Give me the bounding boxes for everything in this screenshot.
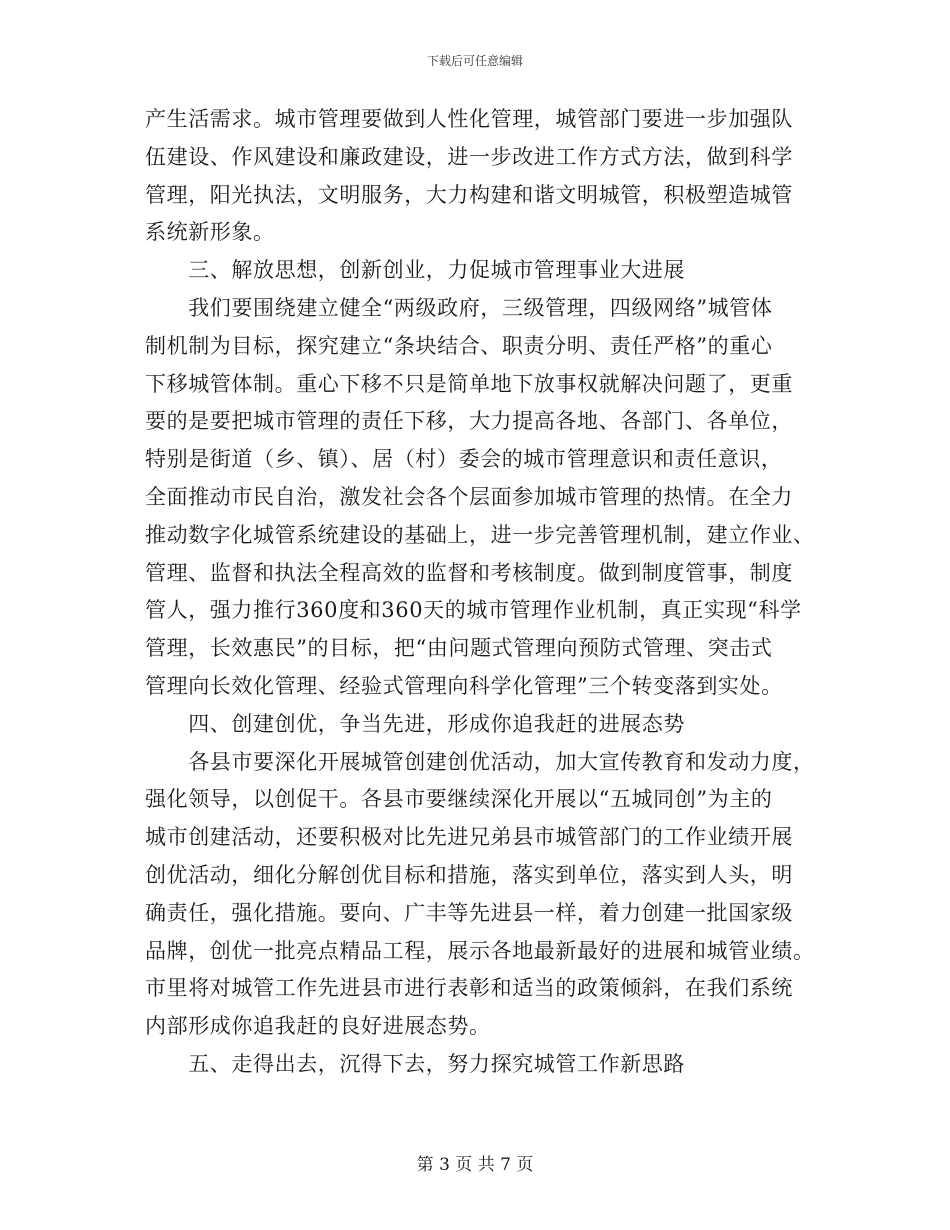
page-header: 下载后可任意编辑 — [426, 54, 523, 68]
page-number: 第 3 页 共 7 页 — [416, 1155, 534, 1175]
document-body — [145, 101, 815, 1084]
text-line: 制机制为目标，探究建立“条块结合、职责分明、责任严格”的重心 — [145, 333, 773, 358]
text-line: 管理、监督和执法全程高效的监督和考核制度。做到制度管事，制度 — [145, 560, 793, 585]
text-line: 伍建设、作风建设和廉政建设，进一步改进工作方式方法，做到科学 — [145, 144, 793, 169]
text-line: 产生活需求。城市管理要做到人性化管理，城管部门要进一步加强队 — [145, 107, 793, 131]
text-line: 强化领导，以创促干。各县市要继续深化开展以“五城同创”为主的 — [145, 787, 773, 812]
text-line: 品牌，创优一批亮点精品工程，展示各地最新最好的进展和城管业绩。 — [145, 938, 815, 963]
section-heading: 五、走得出去，沉得下去，努力探究城管工作新思路 — [145, 1051, 685, 1076]
text-line: 系统新形象。 — [145, 220, 275, 245]
text-line: 确责任，强化措施。要向、广丰等先进县一样，着力创建一批国家级 — [145, 900, 793, 925]
text-line: 各县市要深化开展城管创建创优活动，加大宣传教育和发动力度， — [145, 749, 815, 774]
text-line: 要的是要把城市管理的责任下移，大力提高各地、各部门、各单位， — [145, 409, 793, 434]
text-line: 城市创建活动，还要积极对比先进兄弟县市城管部门的工作业绩开展 — [145, 825, 793, 850]
text-line: 创优活动，细化分解创优目标和措施，落实到单位，落实到人头，明 — [145, 862, 793, 887]
section-heading: 四、创建创优，争当先进，形成你追我赶的进展态势 — [145, 711, 685, 736]
text-line: 市里将对城管工作先进县市进行表彰和适当的政策倾斜，在我们系统 — [145, 976, 793, 1001]
text-line: 全面推动市民自治，激发社会各个层面参加城市管理的热情。在全力 — [145, 484, 793, 509]
text-line: 下移城管体制。重心下移不只是简单地下放事权就解决问题了，更重 — [145, 371, 793, 396]
section-heading: 三、解放思想，创新创业，力促城市管理事业大进展 — [145, 258, 685, 283]
text-line: 我们要围绕建立健全“两级政府，三级管理，四级网络”城管体 — [145, 295, 773, 320]
text-line: 推动数字化城管系统建设的基础上，进一步完善管理机制，建立作业、 — [145, 522, 815, 547]
text-line: 管理，阳光执法，文明服务，大力构建和谐文明城管，积极塑造城管 — [145, 182, 793, 207]
text-line: 管理，长效惠民”的目标，把“由问题式管理向预防式管理、突击式 — [145, 636, 773, 661]
text-line: 内部形成你追我赶的良好进展态势。 — [145, 1014, 491, 1039]
text-line: 管人，强力推行360度和360天的城市管理作业机制，真正实现“科学 — [145, 598, 802, 623]
text-line: 特别是街道（乡、镇）、居（村）委会的城市管理意识和责任意识， — [145, 447, 783, 472]
text-line: 管理向长效化管理、经验式管理向科学化管理”三个转变落到实处。 — [145, 673, 783, 698]
